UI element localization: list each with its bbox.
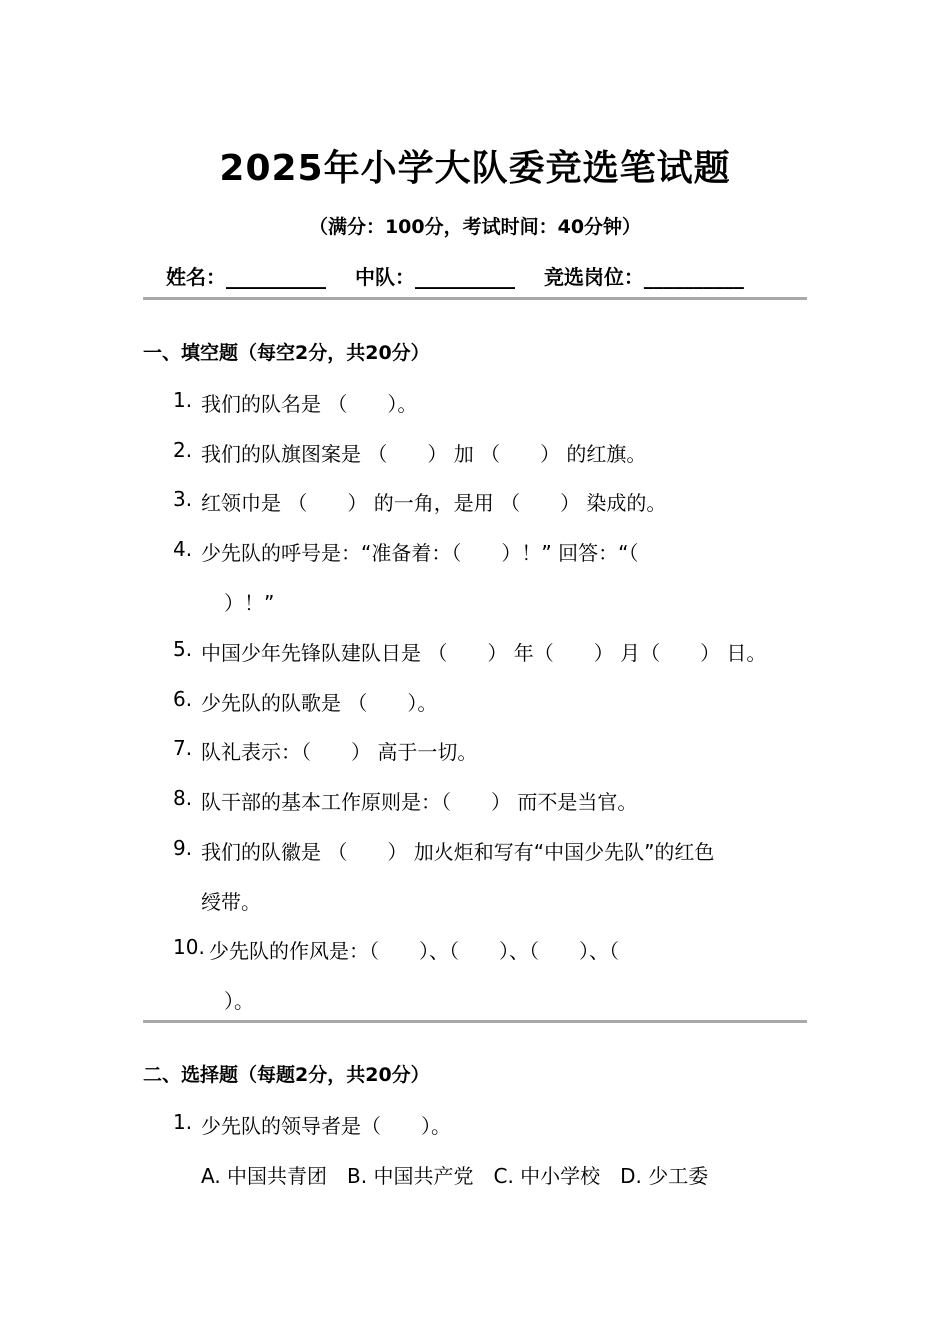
question-text: 红领巾是 （ ） 的一角，是用 （ ） 染成的。 xyxy=(201,491,667,515)
question-text: 少先队的呼号是：“准备着：（ ）！” 回答：“（ xyxy=(201,541,639,565)
question-number: 2. xyxy=(173,438,193,462)
question-number: 8. xyxy=(173,786,193,810)
question-number: 1. xyxy=(173,388,193,412)
question-number: 5. xyxy=(173,637,193,661)
section-title-fill-blank: 一、填空题（每空2分，共20分） xyxy=(143,342,430,364)
page-subtitle: （满分：100分，考试时间：40分钟） xyxy=(308,216,642,238)
question-text: 我们的队徽是 （ ） 加火炬和写有“中国少先队”的红色 xyxy=(201,840,715,864)
question-text: 我们的队旗图案是 （ ） 加 （ ） 的红旗。 xyxy=(201,442,647,466)
divider xyxy=(143,1020,807,1023)
question-number: 4. xyxy=(173,537,193,561)
question-number: 3. xyxy=(173,487,193,511)
answer-options: A. 中国共青团 B. 中国共产党 C. 中小学校 D. 少工委 xyxy=(201,1164,709,1188)
question-number: 1. xyxy=(173,1110,193,1134)
question-number: 6. xyxy=(173,687,193,711)
question-number: 10. xyxy=(173,935,205,959)
question-text: 队礼表示：（ ） 高于一切。 xyxy=(201,740,478,764)
name-field: 姓名：__________ xyxy=(166,265,326,289)
question-text: 少先队的领导者是（ ）。 xyxy=(201,1114,451,1138)
question-text: 少先队的队歌是 （ ）。 xyxy=(201,691,438,715)
question-text: 少先队的作风是：（ ）、（ ）、（ ）、（ xyxy=(209,939,619,963)
question-number: 7. xyxy=(173,736,193,760)
position-field: 竞选岗位：__________ xyxy=(543,265,744,289)
squad-field: 中队：__________ xyxy=(354,265,515,289)
page-title: 2025年小学大队委竞选笔试题 xyxy=(219,148,731,189)
student-info-row xyxy=(166,261,744,290)
question-continuation: 绶带。 xyxy=(201,890,261,914)
divider xyxy=(143,297,807,300)
question-text: 我们的队名是 （ ）。 xyxy=(201,392,418,416)
question-continuation: ）。 xyxy=(224,989,254,1013)
question-number: 9. xyxy=(173,836,193,860)
question-text: 中国少年先锋队建队日是 （ ） 年（ ） 月（ ） 日。 xyxy=(201,641,767,665)
section-title-multiple-choice: 二、选择题（每题2分，共20分） xyxy=(143,1064,430,1086)
question-text: 队干部的基本工作原则是：（ ） 而不是当官。 xyxy=(201,790,638,814)
question-continuation: ）！” xyxy=(224,591,275,615)
